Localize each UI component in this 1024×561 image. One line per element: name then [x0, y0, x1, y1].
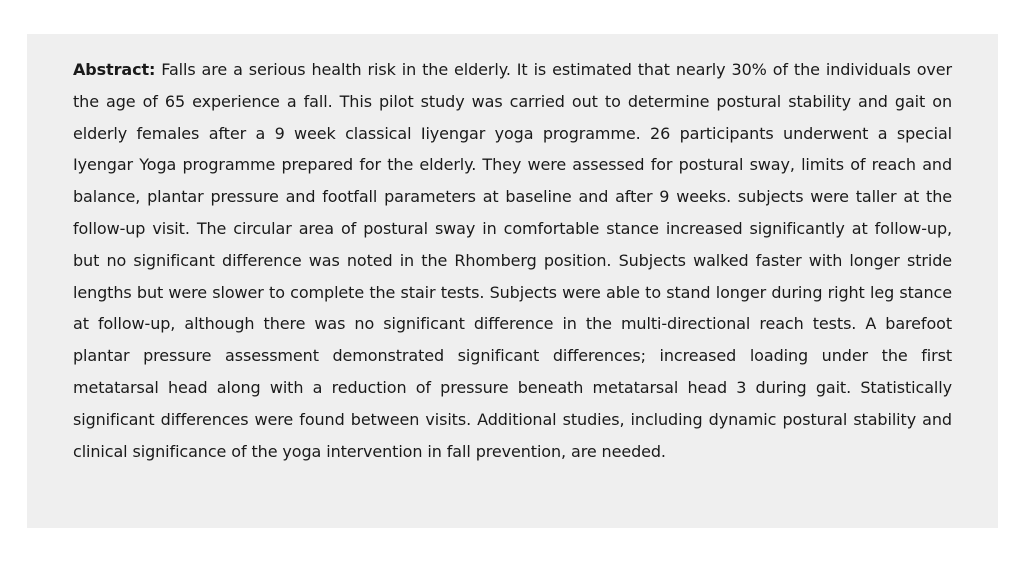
- abstract-panel: [27, 34, 998, 528]
- abstract-paragraph: [73, 54, 952, 467]
- abstract-label: Abstract:: [73, 60, 156, 79]
- abstract-body: Falls are a serious health risk in the elderly. It is estimated that nearly 30% of the individuals over the age of 65 experience a fall. This pilot study was carried out to determine postural stability and gait on elderly females after a 9 week classical Iiyengar yoga programme. 26 participants underwent a special Iyengar Yoga programme prepared for the elderly. They were assessed for postural sway, limits of reach and balance, plantar pressure and footfall parameters at baseline and after 9 weeks. subjects were taller at the follow-up visit. The circular area of postural sway in comfortable stance increased significantly at follow-up, but no significant difference was noted in the Rhomberg position. Subjects walked faster with longer stride lengths but were slower to complete the stair tests. Subjects were able to stand longer during right leg stance at follow-up, although there was no significant difference in the multi-directional reach tests. A barefoot plantar pressure assessment demonstrated significant differences; increased loading under the first metatarsal head along with a reduction of pressure beneath metatarsal head 3 during gait. Statistically significant differences were found between visits. Additional studies, including dynamic postural stability and clinical significance of the yoga intervention in fall prevention, are needed.: [73, 60, 952, 461]
